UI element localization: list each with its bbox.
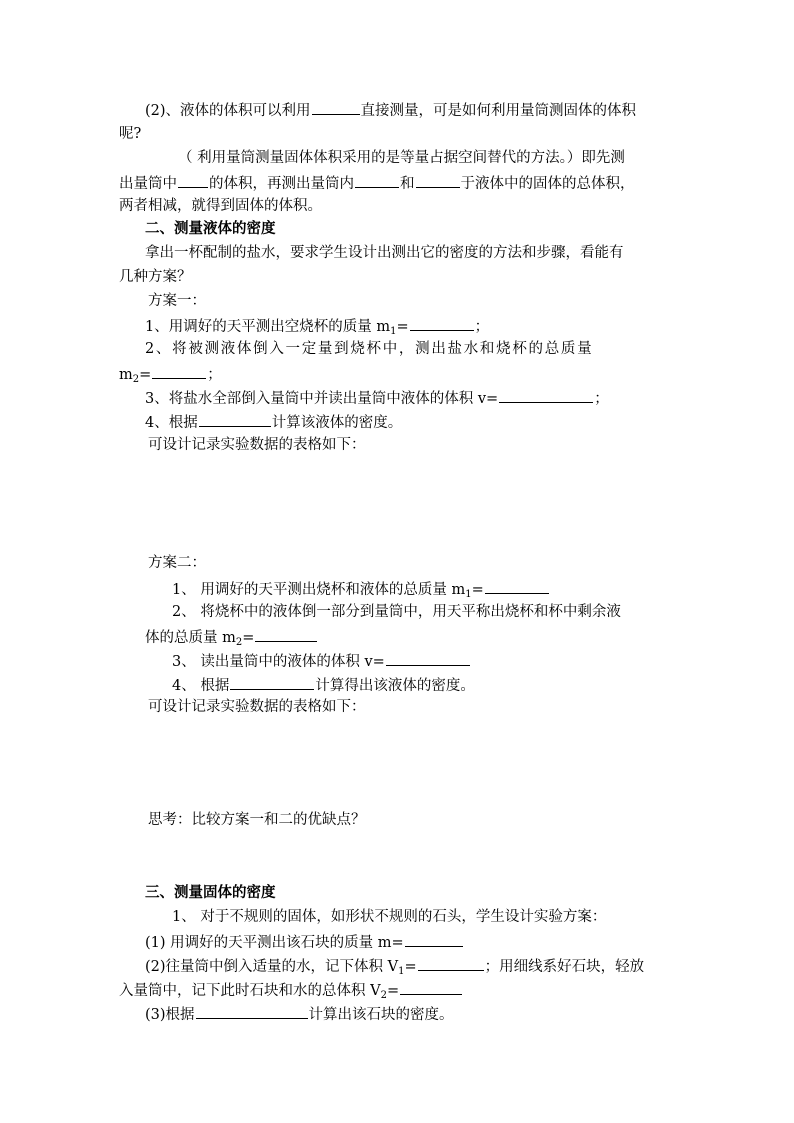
solid-step3 [145,1003,454,1025]
text-fragment: (3)根据 [145,1007,195,1023]
text-fragment: 两者相减，就得到固体的体积。 [119,198,322,214]
blank-line [386,650,470,666]
subscript: 2 [380,990,387,1001]
text-fragment: 于液体中的固体的总体积， [460,176,635,192]
text-fragment: (1) 用调好的天平测出该石块的质量 m= [145,935,404,951]
volume-text-line-3 [178,148,625,168]
text-fragment: 体的总质量 m [145,630,236,646]
section-heading-solid-density: 三、测量固体的密度 [145,884,276,901]
think-question: 思考：比较方案一和二的优缺点？ [148,812,366,828]
blank-line [410,315,474,331]
text-fragment: = [139,367,152,383]
blank-line [199,411,271,427]
text-fragment: 4、根据 [145,415,198,431]
plan2-step4 [172,674,475,696]
plan1-title: 方案一： [148,293,206,309]
text-fragment: = [386,983,400,999]
text-fragment: 1、用调好的天平测出空烧杯的质量 m [145,319,391,335]
text-fragment: 4、 根据 [172,678,230,694]
text-fragment: 计算出该石块的密度。 [308,1007,454,1023]
section-heading-liquid-density: 二、测量液体的密度 [145,220,276,237]
blank-line [485,578,549,594]
subscript: 2 [132,374,140,385]
plan2-step2 [172,602,621,622]
plan2-table-note: 可设计记录实验数据的表格如下： [148,699,366,715]
blank-line [178,172,208,188]
blank-line [230,674,314,690]
text-fragment: 计算该液体的密度。 [271,415,403,431]
blank-line [499,387,593,403]
solid-step1 [145,931,464,953]
subscript: 1 [398,966,405,977]
solid-step2-cont [119,979,463,1001]
solid-step2 [145,955,644,977]
solid-item1: 1、 对于不规则的固体，如形状不规则的石头，学生设计实验方案： [172,909,607,925]
text-fragment: 入量筒中，记下此时石块和水的总体积 V [119,983,381,999]
text-fragment: ； [474,319,490,335]
text-fragment: 呢? [119,126,142,142]
blank-line [405,931,463,947]
plan2-step3 [172,650,471,672]
text-fragment: = [404,959,417,975]
intro-line-1: 拿出一杯配制的盐水，要求学生设计出测出它的密度的方法和步骤，看能有 [145,245,624,261]
text-fragment: (2)、液体的体积可以利用 [145,103,311,119]
plan1-step2 [145,339,593,359]
plan1-step2-cont [119,363,222,385]
text-fragment: = [471,582,484,598]
text-fragment: 1、 用调好的天平测出烧杯和液体的总质量 m [172,582,466,598]
subscript: 2 [235,637,243,648]
text-fragment: 3、 读出量筒中的液体的体积 v= [172,654,385,670]
subscript: 1 [390,326,397,337]
text-fragment: 的体积，再测出量筒内 [209,176,354,192]
blank-line [152,363,206,379]
volume-text-line-4 [119,172,635,194]
text-fragment: 2、将被测液体倒入一定量到烧杯中，测出盐水和烧杯的总质量 [145,341,594,357]
plan1-step4 [145,411,402,433]
text-fragment: ； [207,367,222,383]
text-fragment: (2)往量筒中倒入适量的水，记下体积 V [145,959,399,975]
plan1-step3 [145,387,609,409]
text-fragment: m [119,367,133,383]
text-fragment: ； [594,391,609,407]
plan2-step2-cont [145,626,318,648]
blank-line [355,172,399,188]
blank-line [255,626,317,642]
text-fragment: ；用细线系好石块，轻放 [484,959,645,975]
text-fragment: 直接测量，可是如何利用量筒测固体的体积 [360,103,637,119]
text-fragment: = [396,319,409,335]
text-fragment: 和 [400,176,415,192]
intro-line-2: 几种方案？ [119,269,192,285]
blank-line [196,1003,308,1019]
plan1-table-note: 可设计记录实验数据的表格如下： [148,437,366,453]
subscript: 1 [465,589,472,600]
plan1-step1 [145,315,489,337]
text-fragment: 2、 将烧杯中的液体倒一部分到量筒中，用天平称出烧杯和杯中剩余液 [172,604,621,620]
plan2-title: 方案二： [148,555,206,571]
blank-line [312,99,360,115]
volume-text-line-1 [145,99,636,121]
text-fragment: （ 利用量筒测量固体体积采用的是等量占据空间替代的方法。）即先测 [178,150,625,166]
blank-line [418,955,484,971]
plan2-step1 [172,578,550,600]
volume-text-line-2 [119,124,141,144]
text-fragment: 3、将盐水全部倒入量筒中并读出量筒中液体的体积 v= [145,391,499,407]
text-fragment: 计算得出该液体的密度。 [315,678,475,694]
volume-text-line-5 [119,196,322,216]
text-fragment: 出量筒中 [119,176,177,192]
blank-line [400,979,462,995]
blank-line [416,172,460,188]
text-fragment: = [242,630,255,646]
